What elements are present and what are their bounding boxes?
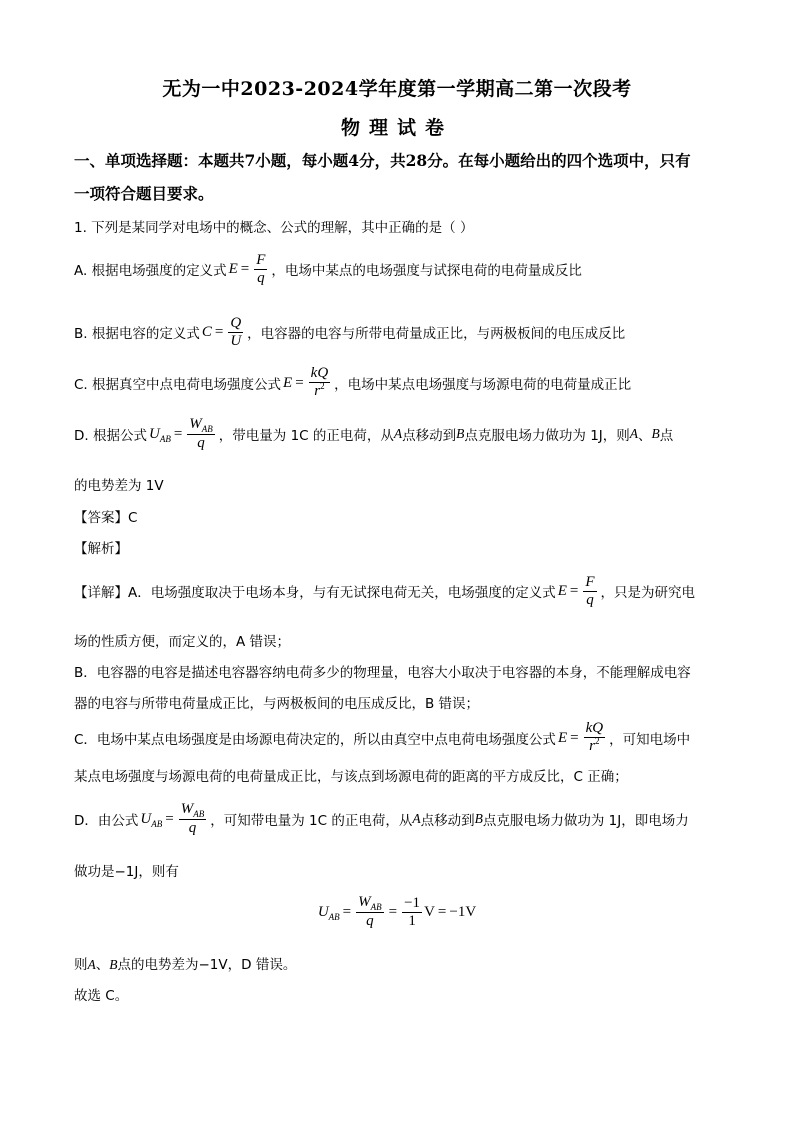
detail-a-line2: 场的性质方便，而定义的，A 错误； (74, 634, 291, 650)
option-b-suffix: ，电容器的电容与所带电荷量成正比，与两极板间的电压成反比 (247, 326, 626, 342)
document-subtitle: 物理试卷 (340, 117, 453, 139)
option-c (74, 363, 631, 403)
detail-c-line2: 某点电场强度与场源电荷的电荷量成正比，与该点到场源电荷的距离的平方成反比，C 正确； (74, 769, 628, 785)
conclusion: 故选 C。 (74, 988, 129, 1004)
section-heading-line2: 一项符合题目要求。 (74, 184, 214, 203)
section-heading-line1: 一、单项选择题：本题共7小题，每小题4分，共28分。在每小题给出的四个选项中，只有 (74, 151, 691, 170)
formula-e-field-definition: E = $\frac{F}{q}$ (228, 251, 266, 286)
option-b (74, 312, 625, 352)
analysis-label: 【解析】 (74, 541, 128, 557)
formula-potential-difference-detail: U AB = $\frac{W_{AB}}{q}$ (140, 801, 205, 836)
detail-final: 则A、B点的电势差为−1V，D 错误。 (74, 957, 297, 973)
detail-d-line2: 做功是−1J，则有 (74, 864, 179, 880)
formula-capacitance-definition: C = $\frac{Q}{U}$ (201, 314, 242, 349)
option-c-prefix: C. 根据真空中点电荷电场强度公式 (74, 377, 282, 393)
option-d: D. 根据公式 U AB = $\frac{W_{AB}}{q}$ ，带电量为 1C 的正电荷，从 A 点移动到 B 点克服电场力做功为 1J，则 A 、 B 点 (74, 416, 674, 451)
option-d-prefix: D. 根据公式 (74, 428, 147, 444)
answer-label: 【答案】 (74, 510, 128, 526)
option-a-prefix: A. 根据电场强度的定义式 (74, 263, 227, 279)
answer (74, 506, 137, 526)
detail-d-line1: D．由公式 U AB = $\frac{W_{AB}}{q}$ ，可知带电量为 1C 的正电荷，从 A 点移动到 B 点克服电场力做功为 1J，即电场力 (74, 801, 689, 836)
formula-e-field-definition-detail: E = $\frac{F}{q}$ (557, 573, 595, 608)
detail-c-line1: C．电场中某点电场强度是由场源电荷决定的，所以由真空中点电荷电场强度公式 E = $\frac{kQ}{r^2}$ ，可知电场中 (74, 720, 691, 754)
question-stem: 1. 下列是某同学对电场中的概念、公式的理解，其中正确的是（ ） (74, 220, 474, 236)
answer-value: C (128, 510, 138, 526)
formula-potential-difference: U AB = $\frac{W_{AB}}{q}$ (148, 416, 213, 451)
display-equation: U AB = $\frac{W_{AB}}{q}$ = $\frac{-1}{1}$ V = −1V (317, 894, 477, 929)
option-a-suffix: ，电场中某点的电场强度与试探电荷的电荷量成反比 (271, 263, 582, 279)
document-title: 无为一中2023-2024学年度第一学期高二第一次段考 (162, 78, 632, 100)
detail-b-line2: 器的电容与所带电荷量成正比，与两极板间的电压成反比，B 错误； (74, 696, 480, 712)
detail-b-line1: B．电容器的电容是描述电容器容纳电荷多少的物理量，电容大小取决于电容器的本身，不能理解成电容 (74, 665, 691, 681)
formula-point-charge-field-detail: E = $\frac{kQ}{r^2}$ (557, 720, 604, 754)
option-a (74, 249, 582, 289)
option-c-suffix: ，电场中某点电场强度与场源电荷的电荷量成正比 (334, 377, 632, 393)
detail-a-line1: 【详解】 A．电场强度取决于电场本身，与有无试探电荷无关，电场强度的定义式 E = $\frac{F}{q}$ ，只是为研究电 (74, 573, 696, 608)
option-d-line2: 的电势差为 1V (74, 478, 164, 494)
detail-label: 【详解】 (74, 585, 128, 601)
option-b-prefix: B. 根据电容的定义式 (74, 326, 200, 342)
formula-point-charge-field: E = $\frac{kQ}{r^2}$ (283, 365, 329, 399)
